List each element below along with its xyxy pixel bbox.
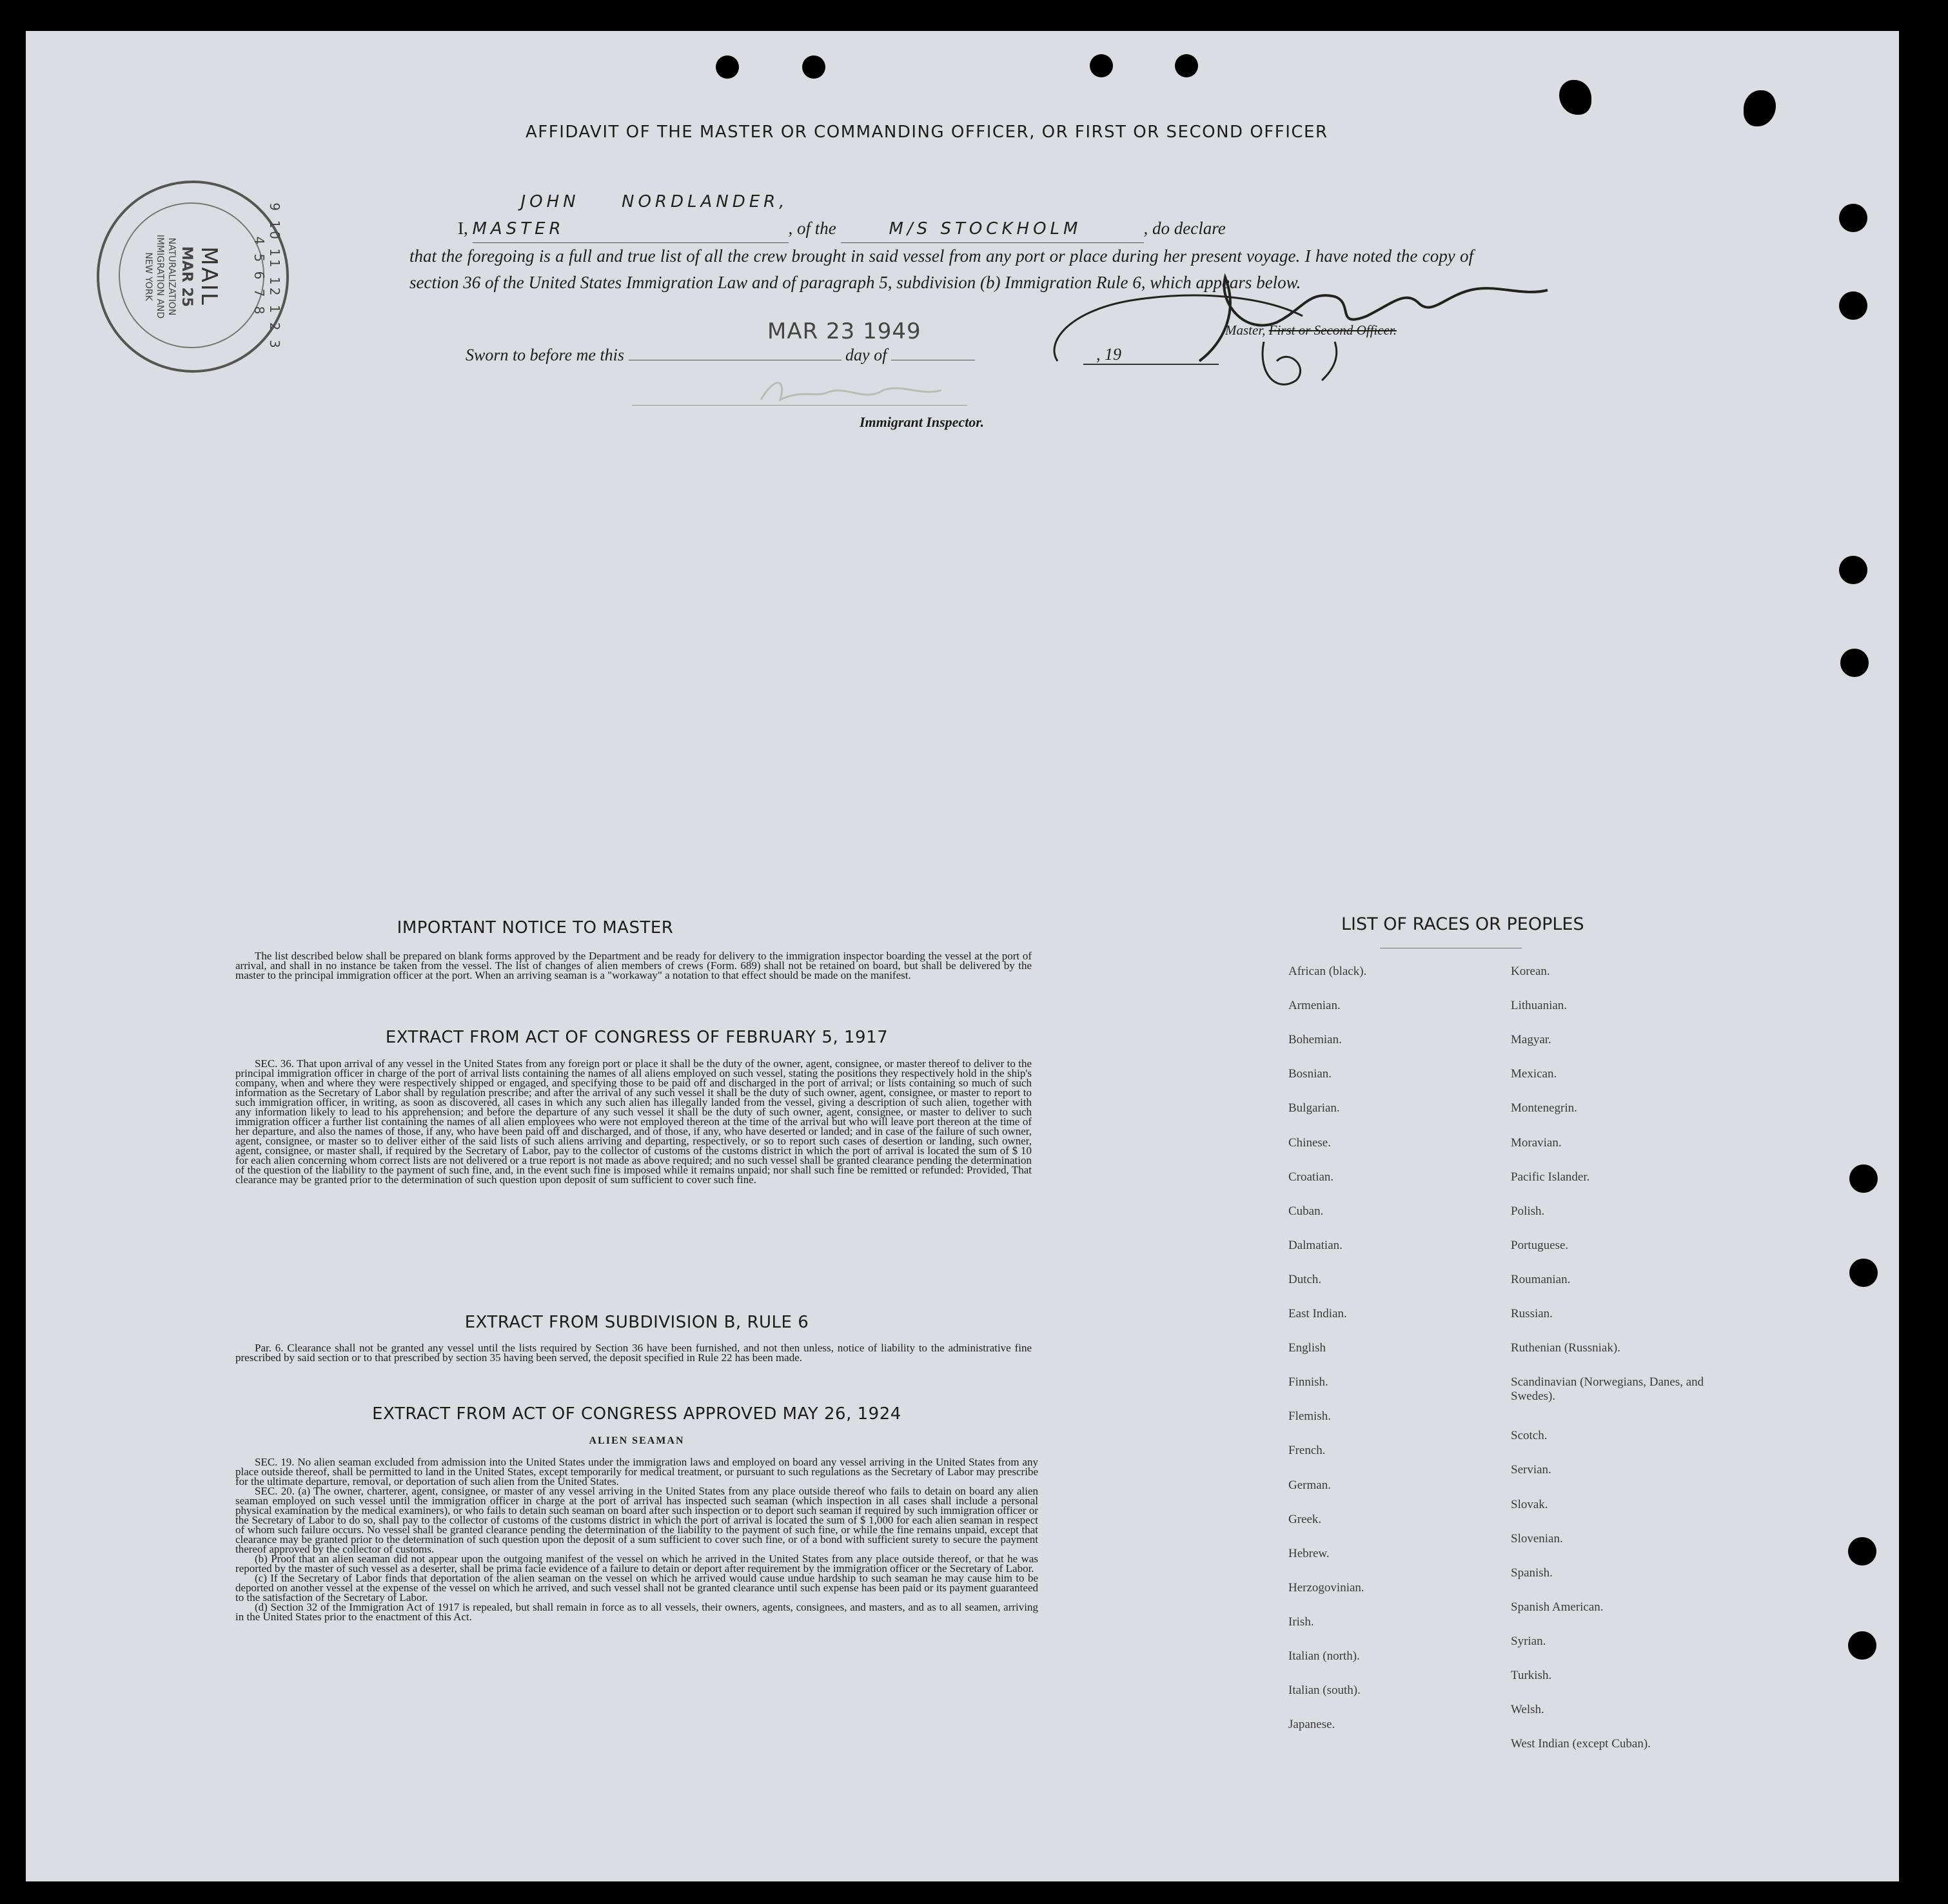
- race-item: Portuguese.: [1511, 1238, 1569, 1252]
- race-item: Italian (north).: [1288, 1649, 1360, 1663]
- inspector-signature-line: [632, 405, 967, 406]
- race-item: Magyar.: [1511, 1033, 1551, 1047]
- of-the-label: , of the: [788, 219, 836, 238]
- extract-1924-paragraph: (d) Section 32 of the Immigration Act of 1917 is repealed, but shall remain in force as to all vessels, their owners, agents, consignees, and masters, and as to all seamen, arriving in the United States prior to the enactment of this Act.: [235, 1601, 1038, 1623]
- race-item: Roumanian.: [1511, 1272, 1571, 1286]
- race-item: Bohemian.: [1288, 1033, 1342, 1047]
- punch-hole: [1849, 1164, 1878, 1193]
- extract-1924-paragraph: SEC. 20. (a) The owner, charterer, agent, consignee, or master of any vessel arriving in the United States from any place outside thereof who fails to detain on board any alien seaman employed on such vessel until the immigration officer in charge at the port of arrival has inspected such seaman (which inspection in all cases shall include a personal physical examination by the medical examiners), or who fails to detain such seaman on board after such inspection or to deport such seaman if required by such immigration officer or the Secretary of Labor to do so, shall pay to the collector of customs of the customs district in which the port of arrival is located the sum of $ 1,000 for each alien seaman in respect of whom such failure occurs. No vessel shall be granted clearance pending the determination of the liability to the payment of such fine, or while the fine remains unpaid, except that clearance may be granted prior to the determination of such question upon the deposit of a sum sufficient to cover such fine, or of a bond with sufficient surety to secure the payment thereof approved by the collector of customs.: [235, 1485, 1038, 1555]
- race-item: Moravian.: [1511, 1135, 1562, 1150]
- race-item: West Indian (except Cuban).: [1511, 1737, 1651, 1751]
- race-item: Ruthenian (Russniak).: [1511, 1341, 1620, 1355]
- postmark-line: NATURALIZATION: [166, 237, 177, 316]
- race-item: Spanish.: [1511, 1565, 1553, 1580]
- do-declare-label: , do declare: [1143, 219, 1226, 238]
- race-item: Italian (south).: [1288, 1683, 1361, 1698]
- vessel-name-field: M/S STOCKHOLM: [889, 219, 1082, 239]
- notice-body: The list described below shall be prepared on blank forms approved by the Department and be ready for delivery to the immigration inspector boarding the vessel at the port of arrival, and shall in no instance be taken from the vessel. The list of changes of alien members of crews (Form. 689) shall not be retained on board, but shall be delivered by the master to the principal immigration officer at the port. When an arriving seaman is a "workaway" a notation to that effect should be made on the manifest.: [235, 950, 1032, 981]
- race-item: Japanese.: [1288, 1718, 1335, 1732]
- race-item: Montenegrin.: [1511, 1101, 1577, 1115]
- race-item: Irish.: [1288, 1614, 1314, 1629]
- race-item: Welsh.: [1511, 1703, 1544, 1717]
- race-item: Bosnian.: [1288, 1067, 1332, 1081]
- race-item: Croatian.: [1288, 1170, 1334, 1184]
- race-item: Scotch.: [1511, 1429, 1548, 1443]
- race-item: Turkish.: [1511, 1669, 1552, 1682]
- race-item: Chinese.: [1288, 1135, 1331, 1150]
- inspector-label: Immigrant Inspector.: [860, 414, 985, 430]
- master-label-prefix: Master,: [1225, 322, 1266, 338]
- day-of-label: day of: [845, 346, 887, 364]
- sworn-line: [466, 346, 975, 365]
- punch-hole: [1175, 54, 1198, 77]
- declaration-i: I,: [458, 219, 468, 238]
- race-item: Korean.: [1511, 965, 1550, 978]
- punch-hole: [1839, 204, 1867, 232]
- race-item: Dutch.: [1288, 1272, 1322, 1286]
- extract-1924-title: EXTRACT FROM ACT OF CONGRESS APPROVED MAY 26, 1924: [372, 1404, 901, 1424]
- extract-1924-paragraph: (c) If the Secretary of Labor finds that deportation of the alien seaman on the vessel on which he arrived would cause undue hardship to such seaman he may cause him to be deported on another vessel at the expense of the vessel on which he arrived, and such vessel shall not be granted clearance until such expense has been paid or its payment guaranteed to the satisfaction of the Secretary of Labor.: [235, 1572, 1038, 1604]
- race-item: African (black).: [1288, 965, 1367, 978]
- race-item: Herzogovinian.: [1288, 1580, 1364, 1595]
- race-item: Armenian.: [1288, 999, 1341, 1013]
- declaration-body: that the foregoing is a full and true list of all the crew brought in said vessel from any port or place during her present voyage. I have noted the copy of section 36 of the United States Immigration Law and of paragraph 5, subdivision (b) Immigration Rule 6, which appears below.: [409, 246, 1473, 292]
- inspector-signature: [748, 371, 954, 409]
- subdivision-b-body: Par. 6. Clearance shall not be granted any vessel until the lists required by Section 36 have been furnished, and not then unless, notice of liability to the administrative fine prescribed by said section or to that prescribed by section 35 having been served, the deposit specified in Rule 22 has been made.: [235, 1342, 1032, 1364]
- race-item: Finnish.: [1288, 1375, 1328, 1389]
- punch-hole: [716, 55, 739, 79]
- extract-1917-title: EXTRACT FROM ACT OF CONGRESS OF FEBRUARY 5, 1917: [385, 1028, 889, 1047]
- punch-hole: [1090, 54, 1113, 77]
- race-item: German.: [1288, 1478, 1331, 1492]
- postmark-stamp: [97, 181, 289, 373]
- postmark-line: IMMIGRATION AND: [155, 234, 165, 319]
- master-label-struck: First or Second Officer.: [1268, 322, 1397, 338]
- punch-hole: [1840, 649, 1869, 677]
- race-item: East Indian.: [1288, 1307, 1347, 1320]
- race-item: Russian.: [1511, 1307, 1553, 1320]
- race-item: Dalmatian.: [1288, 1238, 1343, 1252]
- punch-hole: [1849, 1259, 1878, 1287]
- punch-hole: [1848, 1537, 1876, 1565]
- race-item: Cuban.: [1288, 1204, 1324, 1218]
- race-item: Mexican.: [1511, 1067, 1557, 1081]
- extract-1924-paragraph: SEC. 19. No alien seaman excluded from admission into the United States under the immigration laws and employed on board any vessel arriving in the United States from any place outside thereof, shall be permitted to land in the United States, except temporarily for medical treatment, or pursuant to such regulations as the Secretary of Labor may prescribe for the ultimate departure, removal, or deportation of such alien from the United States.: [235, 1456, 1038, 1487]
- races-title: LIST OF RACES OR PEOPLES: [1341, 914, 1584, 934]
- race-item: Servian.: [1511, 1463, 1551, 1477]
- subdivision-b-title: EXTRACT FROM SUBDIVISION B, RULE 6: [464, 1313, 809, 1332]
- extract-1917-body: SEC. 36. That upon arrival of any vessel in the United States from any foreign port or place it shall be the duty of the owner, agent, consignee, or master thereof to deliver to the principal immigration officer in charge of the port of arrival lists containing the names of all aliens employed on such vessel, stating the positions they respectively hold in the ship's company, when and where they were respectively shipped or engaged, and specifying those to be paid off and discharged in the port of arrival; or lists containing so much of such information as the Secretary of Labor shall by regulation prescribe; and after the arrival of any such vessel it shall be the duty of such owner, agent, consignee, or master to report to such immigration officer, in writing, as soon as discovered, all cases in which any such alien has illegally landed from the vessel, giving a description of such alien, together with any information likely to lead to his apprehension; and before the departure of any such vessel it shall be the duty of such owner, agent, consignee, or master to deliver to such immigration officer a further list containing the names of all alien employees who were not employed thereon at the time of the arrival but who will leave port thereon at the time of her departure, and also the names of those, if any, who have been paid off and discharged, and of those, if any, who have deserted or landed; and in case of the failure of such owner, agent, consignee, or master so to deliver either of the said lists of such aliens arriving and departing, respectively, or so to report such cases of desertion or landing, such owner, agent, consignee, or master shall, if required by the Secretary of Labor, pay to the collector of customs of the customs district in which the port of arrival is located the sum of $ 10 for each alien concerning whom correct lists are not delivered or a true report is not made as above required; and no such vessel shall be granted clearance pending the determination of the question of the liability to the payment of such fine, and, in the event such fine is imposed while it remains unpaid; nor shall such fine be remitted or refunded: Provided, That clearance may be granted prior to the determination of such question upon deposit of sum sufficient to cover such fine.: [235, 1057, 1032, 1186]
- race-item: Scandinavian (Norwegians, Danes, and Swedes).: [1511, 1375, 1704, 1404]
- race-item: French.: [1288, 1444, 1326, 1458]
- punch-hole: [1839, 556, 1867, 584]
- race-item: Hebrew.: [1288, 1546, 1330, 1560]
- affidavit-title: AFFIDAVIT OF THE MASTER OR COMMANDING OFFICER, OR FIRST OR SECOND OFFICER: [526, 123, 1328, 142]
- sworn-label: Sworn to before me this: [466, 346, 625, 364]
- race-item: Bulgarian.: [1288, 1101, 1340, 1115]
- postmark-date: MAR 25: [179, 246, 195, 308]
- extract-1924-subtitle: ALIEN SEAMAN: [589, 1435, 685, 1446]
- notice-title: IMPORTANT NOTICE TO MASTER: [397, 918, 674, 937]
- punch-hole: [1839, 291, 1867, 320]
- race-item: Greek.: [1288, 1512, 1322, 1526]
- race-item: Lithuanian.: [1511, 999, 1568, 1013]
- postmark-word: MAIL: [196, 246, 222, 307]
- race-item: Flemish.: [1288, 1409, 1331, 1424]
- race-item: English: [1288, 1341, 1326, 1355]
- year-label: , 19: [1096, 345, 1121, 364]
- extract-1924-body: [235, 1457, 1038, 1622]
- race-item: Slovak.: [1511, 1497, 1548, 1511]
- extract-1924-paragraph: (b) Proof that an alien seaman did not appear upon the outgoing manifest of the vessel on which he arrived in the United States from any place outside thereof, or that he was reported by the master of such vessel as a deserter, shall be prima facie evidence of a failure to detain or deport after requirement by the immigration officer or the Secretary of Labor.: [235, 1553, 1038, 1575]
- race-item: Pacific Islander.: [1511, 1170, 1590, 1184]
- race-item: Slovenian.: [1511, 1531, 1563, 1546]
- race-item: Syrian.: [1511, 1634, 1546, 1648]
- postmark-ring-text: 9 10 11 12 1 2 3 4 5 6 7 8: [251, 202, 282, 351]
- postmark-line: NEW YORK: [143, 252, 153, 301]
- punch-hole: [802, 55, 825, 79]
- master-label: [1225, 322, 1397, 339]
- master-name-field: JOHN NORDLANDER, MASTER: [472, 192, 789, 239]
- race-item: Polish.: [1511, 1204, 1545, 1218]
- race-item: Spanish American.: [1511, 1600, 1604, 1614]
- punch-hole: [1848, 1631, 1876, 1660]
- date-stamp: MAR 23 1949: [767, 319, 921, 344]
